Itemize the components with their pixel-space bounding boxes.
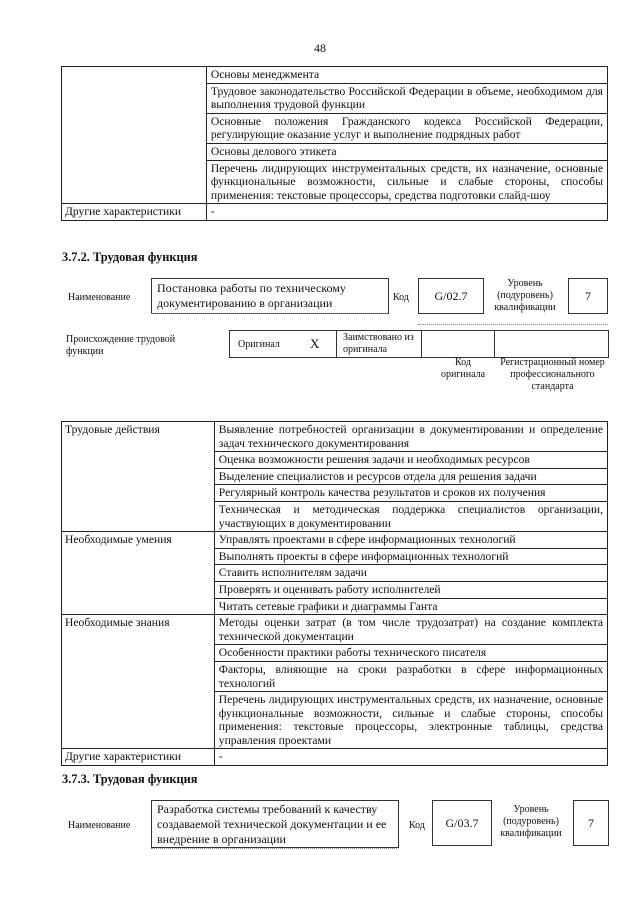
divider <box>418 324 608 325</box>
section-heading: 3.7.2. Трудовая функция <box>62 250 198 264</box>
table-row: Перечень лидирующих инструментальных средств, их назначение, основные функциональные возможности, сильные и слабые стороны, способы применения: текстовые процессоры, средства подготовки слайд-шоу <box>206 160 607 204</box>
table-row: Основы менеджмента <box>206 67 607 84</box>
origin-label: Происхождение трудовой функции <box>66 334 176 357</box>
other-characteristics-label: Другие характеристики <box>62 204 207 221</box>
knowledge-label: Необходимые знания <box>62 615 215 749</box>
name-box <box>151 278 389 314</box>
divider <box>151 848 397 849</box>
level-label: Уровень (подуровень) квалификации <box>500 804 562 839</box>
table-row: Проверять и оценивать работу исполнителей <box>214 581 607 598</box>
original-cell <box>229 330 337 358</box>
actions-label: Трудовые действия <box>62 422 215 532</box>
empty-label-cell <box>62 67 207 204</box>
level-value: 7 <box>573 800 609 846</box>
name-label: Наименование <box>68 820 131 831</box>
level-value: 7 <box>568 278 608 314</box>
borrowed-cell <box>336 330 422 358</box>
table-row: Техническая и методическая поддержка специалистов организации, участвующих в документировании <box>214 501 607 531</box>
origin-code-caption: Код оригинала <box>440 357 486 380</box>
table-row: Основные положения Гражданского кодекса Российской Федерации, регулирующие оказание услуг и выполнение подрядных работ <box>206 113 607 143</box>
code-value: G/03.7 <box>432 800 492 846</box>
top-knowledge-table <box>61 66 608 221</box>
table-row: Выявление потребностей организации в документировании и определение задач технического документирования <box>214 422 607 452</box>
function-table <box>61 421 608 766</box>
name-value: Постановка работы по техническому документированию в организации <box>157 281 346 310</box>
table-row: Перечень лидирующих инструментальных средств, их назначение, основные функциональные возможности, сильные и слабые стороны, способы применения: текстовые процессоры, электронные таблицы, средства управления проектами <box>214 692 607 749</box>
reg-number-cell <box>494 330 609 358</box>
original-mark: X <box>310 336 320 351</box>
code-label: Код <box>409 820 425 831</box>
table-row: Выделение специалистов и ресурсов отдела для решения задачи <box>214 468 607 485</box>
other-characteristics-value: - <box>214 749 607 766</box>
table-row: Факторы, влияющие на сроки разработки в сфере информационных технологий <box>214 661 607 691</box>
divider <box>151 313 387 314</box>
reg-number-caption: Регистрационный номер профессионального стандарта <box>500 357 605 392</box>
table-row: Управлять проектами в сфере информационных технологий <box>214 532 607 549</box>
code-label: Код <box>393 292 409 303</box>
level-label: Уровень (подуровень) квалификации <box>494 278 556 313</box>
other-characteristics-label: Другие характеристики <box>62 749 215 766</box>
name-label: Наименование <box>68 292 131 303</box>
table-row: Трудовое законодательство Российской Федерации в объеме, необходимом для выполнения трудовой функции <box>206 83 607 113</box>
original-label: Оригинал <box>238 339 280 350</box>
page-number: 48 <box>314 41 326 55</box>
table-row: Ставить исполнителям задачи <box>214 565 607 582</box>
other-characteristics-value: - <box>206 204 607 221</box>
name-box <box>151 800 399 848</box>
origin-code-cell <box>421 330 495 358</box>
section-heading: 3.7.3. Трудовая функция <box>62 772 198 786</box>
table-row: Методы оценки затрат (в том числе трудозатрат) на создание комплекта технической документации <box>214 615 607 645</box>
code-value: G/02.7 <box>418 278 484 314</box>
table-row: Выполнять проекты в сфере информационных технологий <box>214 548 607 565</box>
name-value: Разработка системы требований к качеству создаваемой технической документации и ее внедрение в организации <box>157 802 387 846</box>
table-row: Читать сетевые графики и диаграммы Ганта <box>214 598 607 615</box>
table-row: Основы делового этикета <box>206 143 607 160</box>
table-row: Особенности практики работы технического писателя <box>214 645 607 662</box>
borrowed-label: Заимствовано из оригинала <box>343 332 414 355</box>
skills-label: Необходимые умения <box>62 532 215 615</box>
table-row: Регулярный контроль качества результатов и сроков их получения <box>214 485 607 502</box>
table-row: Оценка возможности решения задачи и необходимых ресурсов <box>214 452 607 469</box>
